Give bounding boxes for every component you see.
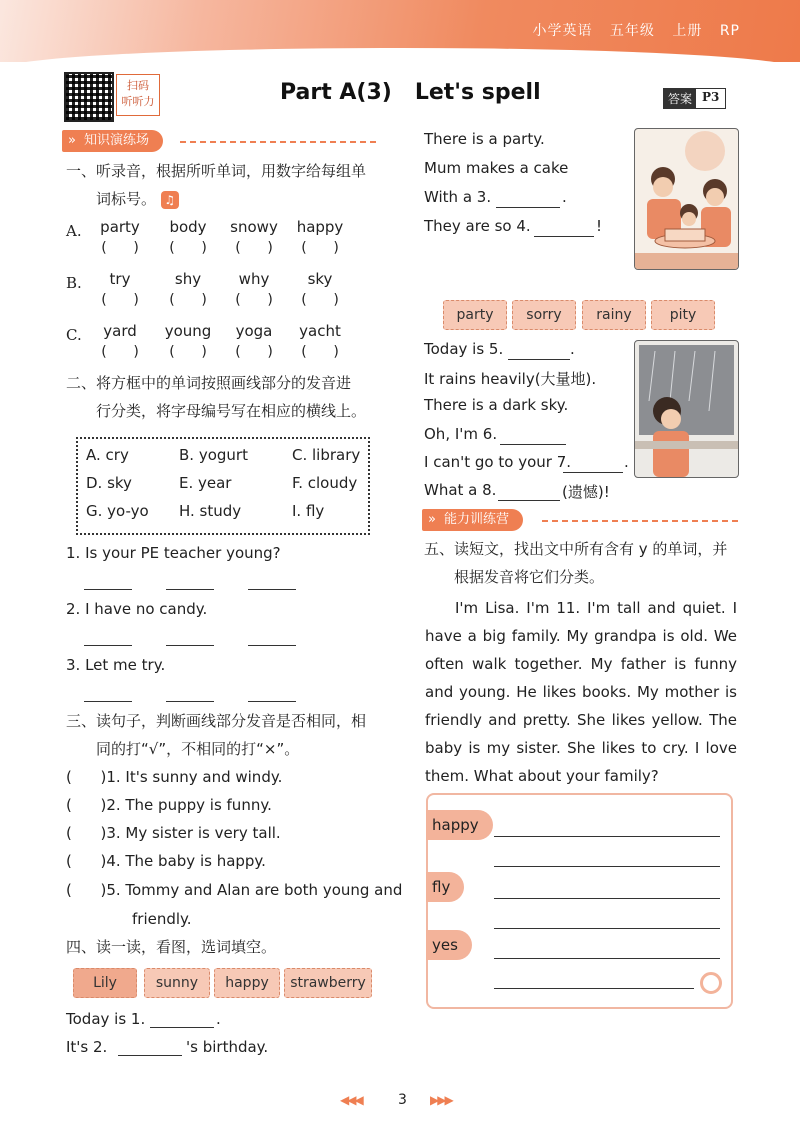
q3-item-5-cont: friendly. — [132, 910, 192, 928]
box-item: G. yo-yo — [86, 502, 149, 520]
reading-passage — [425, 594, 737, 790]
q4-instruction: 四、读一读，看图，选词填空。 — [66, 938, 277, 956]
q3-instruction-2: 同的打“√”，不相同的打“×”。 — [96, 740, 300, 758]
rt-line-2: Mum makes a cake — [424, 159, 569, 177]
rm-line-6: Oh, I'm 6. — [424, 425, 498, 443]
q1-row-label: A. — [66, 222, 82, 240]
answer-paren[interactable]: ( ) — [169, 344, 207, 360]
word-chip: pity — [651, 300, 715, 330]
answer-paren[interactable]: ( ) — [101, 240, 139, 256]
answer-blank[interactable] — [248, 589, 296, 590]
answer-blank[interactable] — [500, 444, 566, 445]
answer-paren[interactable]: ( ) — [101, 344, 139, 360]
q1-instruction-text: 词标号。 — [96, 190, 157, 208]
word-chip: rainy — [582, 300, 646, 330]
answer-blank[interactable] — [494, 898, 720, 899]
box-item: H. study — [179, 502, 242, 520]
answer-paren[interactable]: ( ) — [235, 344, 273, 360]
qr-label-line1: 扫码 — [127, 79, 149, 92]
word-box — [76, 437, 370, 535]
section-divider — [180, 141, 376, 143]
prev-page-icon[interactable]: ◀◀◀ — [340, 1093, 362, 1107]
q5-instruction-2: 根据发音将它们分类。 — [454, 568, 605, 586]
q1-word: body — [169, 218, 207, 236]
q4-line-1: Today is 1. — [66, 1010, 146, 1028]
party-drawing — [635, 129, 738, 269]
double-chevron-icon: » — [68, 133, 76, 148]
q3-item-4: ( )4. The baby is happy. — [66, 852, 266, 870]
answer-blank[interactable] — [494, 866, 720, 867]
header-info — [520, 20, 740, 40]
answer-blank[interactable] — [494, 928, 720, 929]
q1-word: why — [238, 270, 270, 288]
q3-item-2: ( )2. The puppy is funny. — [66, 796, 272, 814]
page-title: Part A(3) Let's spell — [280, 80, 541, 105]
answer-blank[interactable] — [166, 589, 214, 590]
rm-line-7: I can't go to your 7. — [424, 453, 572, 471]
q4-line-2: It's 2. — [66, 1038, 108, 1056]
q1-instruction-2 — [96, 186, 179, 212]
q2-sentence-3: 3. Let me try. — [66, 656, 166, 674]
rm-line-rains: It rains heavily(大量地). — [424, 370, 597, 388]
rainy-window-illustration — [634, 340, 739, 478]
reading-passage-text: I'm Lisa. I'm 11. I'm tall and quiet. I have a big family. My grandpa is old. We often walk together. My father is funny and young. He likes books. My mother is friendly and pretty. She likes yellow. The baby is my sister. She likes to cry. I love them. What about your family? — [425, 599, 737, 785]
box-item: E. year — [179, 474, 232, 492]
q4-line-1-end: . — [216, 1010, 221, 1028]
word-chip: strawberry — [284, 968, 372, 998]
header-subject: 小学英语 — [532, 23, 593, 39]
rt-line-1: There is a party. — [424, 130, 545, 148]
section-tag-ability — [422, 509, 523, 531]
category-label-fly: fly — [426, 872, 464, 902]
answer-blank[interactable] — [508, 359, 570, 360]
q1-instruction: 一、听录音，根据所听单词，用数字给每组单 — [66, 162, 367, 180]
answer-blank[interactable] — [166, 701, 214, 702]
box-item: I. fly — [292, 502, 325, 520]
family-party-illustration — [634, 128, 739, 270]
q4-line-2-end: 's birthday. — [186, 1038, 269, 1056]
answer-blank[interactable] — [494, 958, 720, 959]
rt-line-3-end: . — [562, 188, 567, 206]
rm-line-sky: There is a dark sky. — [424, 396, 569, 414]
answer-label: 答案 — [664, 89, 696, 108]
q1-row-label: B. — [66, 274, 82, 292]
qr-label-line2: 听听力 — [121, 95, 155, 108]
q1-word: try — [109, 270, 131, 288]
answer-blank[interactable] — [498, 500, 560, 501]
q1-word: shy — [174, 270, 202, 288]
q2-instruction: 二、将方框中的单词按照画线部分的发音进 — [66, 374, 352, 392]
box-item: C. library — [292, 446, 361, 464]
rt-line-4: They are so 4. — [424, 217, 531, 235]
word-chip: Lily — [73, 968, 137, 998]
q2-sentence-1: 1. Is your PE teacher young? — [66, 544, 281, 562]
q2-sentence-2: 2. I have no candy. — [66, 600, 208, 618]
answer-blank[interactable] — [534, 236, 594, 237]
answer-paren[interactable]: ( ) — [169, 292, 207, 308]
q3-instruction: 三、读句子，判断画线部分发音是否相同，相 — [66, 712, 367, 730]
rm-line-8-end: (遗憾)! — [562, 483, 610, 501]
category-label-yes: yes — [426, 930, 472, 960]
q1-word: yoga — [235, 322, 273, 340]
audio-icon[interactable]: ♫ — [161, 191, 179, 209]
magnifier-icon — [700, 972, 722, 994]
answer-paren[interactable]: ( ) — [169, 240, 207, 256]
page-number: 3 — [398, 1092, 407, 1108]
q3-item-5: ( )5. Tommy and Alan are both young and — [66, 881, 403, 899]
answer-page: P3 — [702, 90, 720, 104]
answer-paren[interactable]: ( ) — [301, 240, 339, 256]
answer-blank[interactable] — [84, 645, 132, 646]
answer-blank[interactable] — [248, 645, 296, 646]
word-chip: party — [443, 300, 507, 330]
rain-drawing — [635, 341, 738, 477]
rm-line-8: What a 8. — [424, 481, 497, 499]
answer-blank[interactable] — [248, 701, 296, 702]
word-chip: happy — [214, 968, 280, 998]
answer-blank[interactable] — [118, 1055, 182, 1056]
q1-word: happy — [296, 218, 344, 236]
section-divider — [542, 520, 738, 522]
q1-word: snowy — [230, 218, 278, 236]
double-chevron-icon: » — [428, 512, 436, 527]
q1-word: yacht — [299, 322, 341, 340]
answer-tag — [663, 88, 726, 109]
section-ability-label: 能力训练营 — [444, 512, 510, 527]
word-chip: sunny — [144, 968, 210, 998]
answer-blank[interactable] — [494, 836, 720, 837]
answer-paren[interactable]: ( ) — [235, 240, 273, 256]
header-volume: 上册 — [672, 23, 703, 39]
q5-instruction: 五、读短文，找出文中所有含有 y 的单词，并 — [424, 540, 728, 558]
q1-word: yard — [103, 322, 137, 340]
q1-word: sky — [307, 270, 333, 288]
qr-code[interactable] — [64, 72, 114, 122]
section-practice-label: 知识演练场 — [84, 133, 150, 148]
q1-word: young — [164, 322, 212, 340]
next-page-icon[interactable]: ▶▶▶ — [430, 1093, 452, 1107]
header-edition: RP — [719, 23, 740, 39]
rt-line-3: With a 3. — [424, 188, 492, 206]
word-chip: sorry — [512, 300, 576, 330]
answer-blank[interactable] — [150, 1027, 214, 1028]
box-item: D. sky — [86, 474, 132, 492]
answer-blank[interactable] — [84, 701, 132, 702]
answer-blank[interactable] — [563, 472, 623, 473]
answer-paren[interactable]: ( ) — [301, 292, 339, 308]
box-item: F. cloudy — [292, 474, 358, 492]
q1-word: party — [100, 218, 140, 236]
rm-line-5-end: . — [570, 340, 575, 358]
answer-blank[interactable] — [84, 589, 132, 590]
header-grade: 五年级 — [609, 23, 655, 39]
category-label-happy: happy — [426, 810, 493, 840]
rm-line-5: Today is 5. — [424, 340, 504, 358]
answer-paren[interactable]: ( ) — [301, 344, 339, 360]
rt-line-4-end: ! — [596, 217, 603, 235]
rm-line-7-end: . — [624, 453, 629, 471]
q3-item-1: ( )1. It's sunny and windy. — [66, 768, 283, 786]
answer-paren[interactable]: ( ) — [101, 292, 139, 308]
answer-paren[interactable]: ( ) — [235, 292, 273, 308]
section-tag-practice — [62, 130, 163, 152]
answer-blank[interactable] — [494, 988, 694, 989]
box-item: A. cry — [86, 446, 129, 464]
box-item: B. yogurt — [179, 446, 248, 464]
q3-item-3: ( )3. My sister is very tall. — [66, 824, 281, 842]
qr-label — [116, 74, 160, 116]
q2-instruction-2: 行分类，将字母编号写在相应的横线上。 — [96, 402, 367, 420]
q1-row-label: C. — [66, 326, 82, 344]
answer-blank[interactable] — [166, 645, 214, 646]
answer-blank[interactable] — [496, 207, 560, 208]
